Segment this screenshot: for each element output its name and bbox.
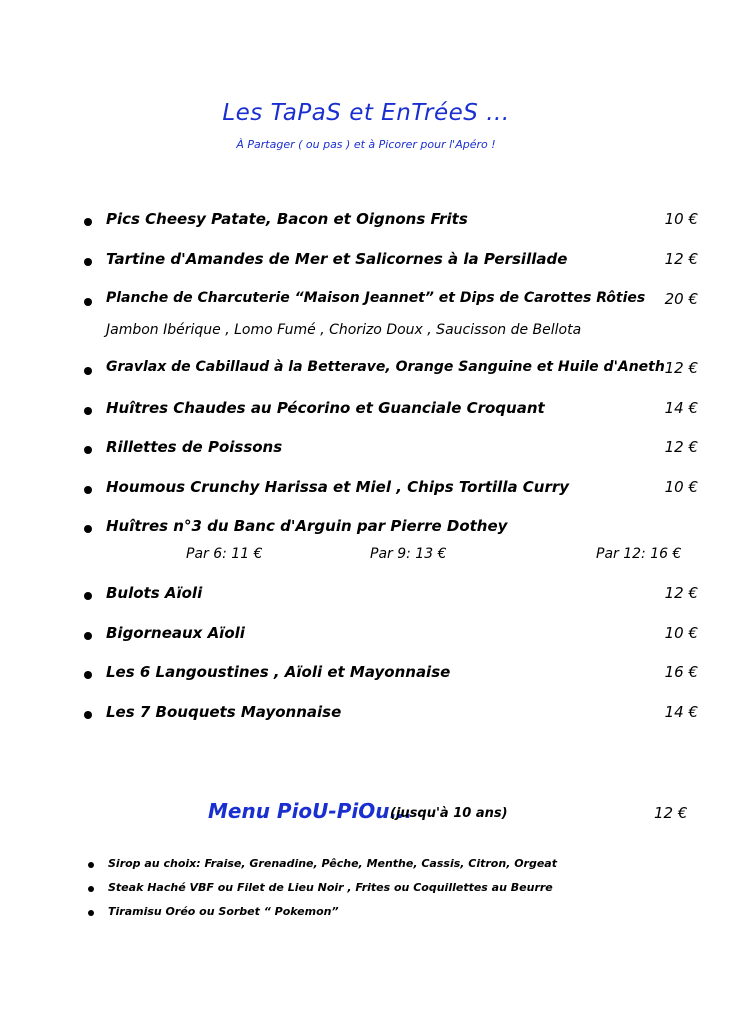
- menu-item: [0, 584, 732, 608]
- menu-item-price: 12 €: [664, 438, 698, 456]
- bullet-icon: [84, 446, 92, 454]
- oyster-option: Par 6: 11 €: [186, 546, 263, 562]
- page-subtitle: À Partager ( ou pas ) et à Picorer pour l'Apéro !: [236, 138, 496, 151]
- bullet-icon: [84, 298, 92, 306]
- bullet-icon: [88, 910, 94, 916]
- kids-menu-item-label: Sirop au choix: Fraise, Grenadine, Pêche, Menthe, Cassis, Citron, Orgeat: [108, 857, 557, 870]
- menu-item-price: 10 €: [664, 478, 698, 496]
- menu-item-price: 12 €: [664, 250, 698, 268]
- menu-item-label: Rillettes de Poissons: [106, 438, 283, 456]
- menu-item: [0, 478, 732, 502]
- menu-item-price: 14 €: [664, 399, 698, 417]
- menu-item-price: 16 €: [664, 663, 698, 681]
- bullet-icon: [88, 862, 94, 868]
- menu-item-label: Gravlax de Cabillaud à la Betterave, Orange Sanguine et Huile d'Aneth: [106, 359, 665, 375]
- bullet-icon: [84, 486, 92, 494]
- bullet-icon: [84, 671, 92, 679]
- oyster-option: Par 9: 13 €: [370, 546, 447, 562]
- menu-item-price: 12 €: [664, 584, 698, 602]
- menu-item-label: Planche de Charcuterie “Maison Jeannet” et Dips de Carottes Rôties: [106, 290, 646, 306]
- menu-item-price: 14 €: [664, 703, 698, 721]
- menu-item-price: 10 €: [664, 210, 698, 228]
- menu-item: [0, 624, 732, 648]
- menu-item-price: 20 €: [664, 290, 698, 308]
- menu-item-label: Tartine d'Amandes de Mer et Salicornes à la Persillade: [106, 250, 568, 268]
- bullet-icon: [84, 218, 92, 226]
- menu-item: [0, 250, 732, 274]
- menu-item: [0, 517, 732, 541]
- bullet-icon: [84, 407, 92, 415]
- kids-menu-item-label: Tiramisu Oréo ou Sorbet “ Pokemon”: [108, 905, 339, 918]
- kids-menu-price: 12 €: [654, 804, 688, 822]
- menu-item-label: Huîtres Chaudes au Pécorino et Guanciale Croquant: [106, 399, 545, 417]
- bullet-icon: [84, 367, 92, 375]
- kids-menu-item: [0, 905, 732, 921]
- kids-menu-item-label: Steak Haché VBF ou Filet de Lieu Noir , Frites ou Coquillettes au Beurre: [108, 881, 553, 894]
- menu-item-label: Bigorneaux Aïoli: [106, 624, 245, 642]
- menu-item: [0, 663, 732, 687]
- kids-menu-item: [0, 881, 732, 897]
- oyster-option: Par 12: 16 €: [596, 546, 682, 562]
- page-title: Les TaPaS et EnTréeS ...: [222, 100, 510, 126]
- menu-item-price: 12 €: [664, 359, 698, 377]
- bullet-icon: [84, 711, 92, 719]
- bullet-icon: [84, 258, 92, 266]
- menu-item-label: Les 7 Bouquets Mayonnaise: [106, 703, 342, 721]
- kids-menu-age-note: (jusqu'à 10 ans): [390, 806, 508, 821]
- menu-item-label: Pics Cheesy Patate, Bacon et Oignons Frits: [106, 210, 468, 228]
- menu-item-label: Huîtres n°3 du Banc d'Arguin par Pierre Dothey: [106, 517, 508, 535]
- menu-item: [0, 359, 732, 383]
- menu-item: [0, 399, 732, 423]
- bullet-icon: [84, 525, 92, 533]
- kids-menu-title: Menu PioU-PiOu...: [208, 799, 413, 823]
- bullet-icon: [84, 632, 92, 640]
- menu-item-label: Houmous Crunchy Harissa et Miel , Chips Tortilla Curry: [106, 478, 570, 496]
- menu-item: [0, 438, 732, 462]
- menu-item-label: Bulots Aïoli: [106, 584, 203, 602]
- bullet-icon: [88, 886, 94, 892]
- menu-item: [0, 703, 732, 727]
- bullet-icon: [84, 592, 92, 600]
- menu-item: [0, 290, 732, 314]
- menu-item: [0, 210, 732, 234]
- charcuterie-detail: Jambon Ibérique , Lomo Fumé , Chorizo Doux , Saucisson de Bellota: [106, 322, 582, 338]
- menu-item-label: Les 6 Langoustines , Aïoli et Mayonnaise: [106, 663, 451, 681]
- menu-item-price: 10 €: [664, 624, 698, 642]
- kids-menu-item: [0, 857, 732, 873]
